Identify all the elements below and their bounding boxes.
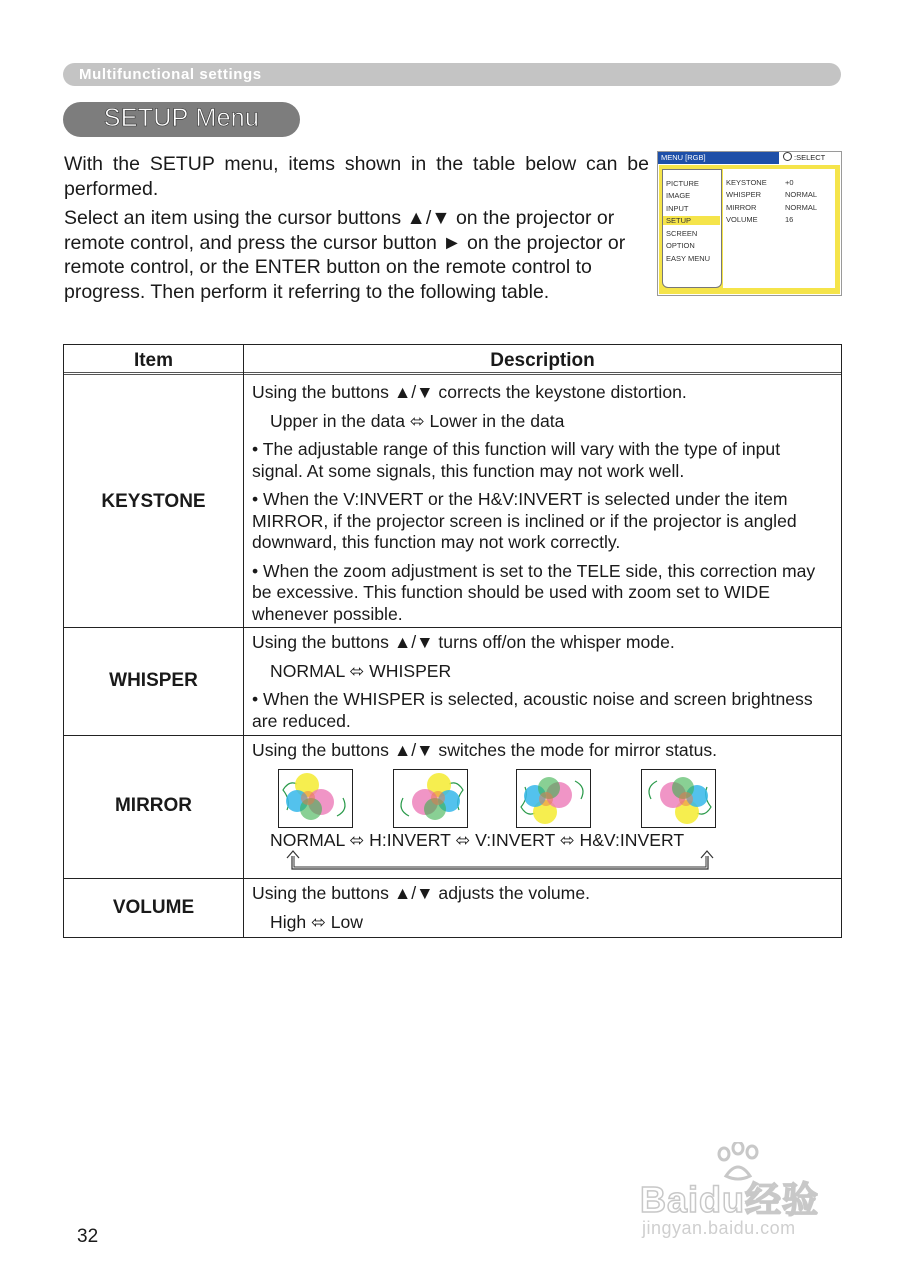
osd-menu-item: OPTION	[666, 241, 695, 250]
table-row-keystone	[64, 378, 841, 628]
osd-header: MENU [RGB]	[658, 152, 779, 164]
osd-setting-key: VOLUME	[726, 215, 758, 224]
row-description	[252, 632, 834, 732]
header-description: Description	[490, 350, 595, 371]
osd-menu-item: PICTURE	[666, 179, 699, 188]
watermark-brand: Baidu经验	[640, 1179, 820, 1220]
desc-line: Upper in the data ⬄ Lower in the data	[270, 410, 565, 431]
osd-setting-value: 16	[785, 215, 794, 224]
watermark-url: jingyan.baidu.com	[642, 1218, 796, 1238]
desc-line: Using the buttons ▲/▼ corrects the keystone distortion.	[252, 382, 687, 402]
row-description	[252, 382, 834, 625]
row-label: WHISPER	[109, 670, 198, 691]
mirror-v-invert-image	[516, 769, 591, 828]
osd-menu-item: INPUT	[666, 204, 689, 213]
mirror-h-invert-image	[393, 769, 468, 828]
table-row-mirror	[64, 736, 841, 879]
osd-settings-list	[723, 169, 835, 288]
desc-bullet: • The adjustable range of this function will vary with the type of input signal. At some signals, this function may not work well.	[252, 439, 781, 481]
desc-line: Using the buttons ▲/▼ switches the mode for mirror status.	[252, 740, 718, 760]
osd-menu-illustration	[657, 151, 842, 296]
menu-title-pill	[63, 102, 300, 137]
osd-setting-key: KEYSTONE	[726, 178, 767, 187]
table-header	[64, 345, 841, 375]
section-header-bar	[63, 63, 841, 86]
desc-line: NORMAL ⬄ H:INVERT ⬄ V:INVERT ⬄ H&V:INVERT	[270, 830, 685, 850]
desc-bullet: • When the V:INVERT or the H&V:INVERT is selected under the item MIRROR, if the projector screen is inclined or if the projector is angled downward, this function may not work correctly.	[252, 489, 797, 552]
osd-body	[659, 165, 840, 294]
section-title: Multifunctional settings	[79, 66, 262, 83]
osd-setting-key: WHISPER	[726, 190, 762, 199]
osd-menu-item: EASY MENU	[666, 254, 711, 263]
osd-setting-value: NORMAL	[785, 190, 818, 199]
mirror-hv-invert-image	[641, 769, 716, 828]
table-row-whisper	[64, 628, 841, 736]
desc-line: NORMAL ⬄ WHISPER	[270, 660, 452, 681]
row-label: MIRROR	[114, 795, 193, 816]
cycle-return-arrow	[284, 850, 716, 874]
setup-table	[63, 344, 842, 938]
osd-menu-item-selected: SETUP	[663, 216, 720, 225]
desc-line: Using the buttons ▲/▼ adjusts the volume.	[252, 883, 591, 903]
row-label: VOLUME	[112, 897, 195, 918]
osd-menu-item: SCREEN	[666, 229, 698, 238]
row-label: KEYSTONE	[101, 491, 206, 512]
desc-line: Using the buttons ▲/▼ turns off/on the whisper mode.	[252, 632, 675, 652]
menu-title: SETUP Menu	[103, 104, 260, 132]
mirror-modes	[270, 830, 834, 852]
row-description	[252, 740, 834, 762]
osd-setting-key: MIRROR	[726, 203, 757, 212]
page-number: 32	[77, 1226, 99, 1247]
desc-bullet: • When the WHISPER is selected, acoustic noise and screen brightness are reduced.	[252, 689, 813, 731]
osd-setting-value: +0	[785, 178, 794, 187]
row-description	[252, 883, 834, 933]
osd-setting-value: NORMAL	[785, 203, 818, 212]
intro-paragraph-1: With the SETUP menu, items shown in the table below can be performed.	[64, 153, 649, 200]
intro-paragraph-2: Select an item using the cursor buttons ▲/▼ on the projector or remote control, and press the cursor button ► on the projector or remote control, or the ENTER button on the remote control to progress. Then perform it referring to the following table.	[64, 207, 626, 303]
table-row-volume	[64, 879, 841, 937]
header-item: Item	[133, 350, 174, 371]
desc-line: High ⬄ Low	[270, 911, 363, 932]
osd-menu-list	[662, 169, 722, 288]
osd-menu-item: IMAGE	[666, 191, 691, 200]
osd-select-hint: :SELECT	[780, 152, 841, 164]
desc-bullet: • When the zoom adjustment is set to the TELE side, this correction may be excessive. This function should be used with zoom set to WIDE whenever possible.	[252, 560, 816, 624]
select-knob-icon	[783, 152, 792, 161]
baidu-watermark	[640, 1140, 855, 1245]
mirror-normal-image	[278, 769, 353, 828]
